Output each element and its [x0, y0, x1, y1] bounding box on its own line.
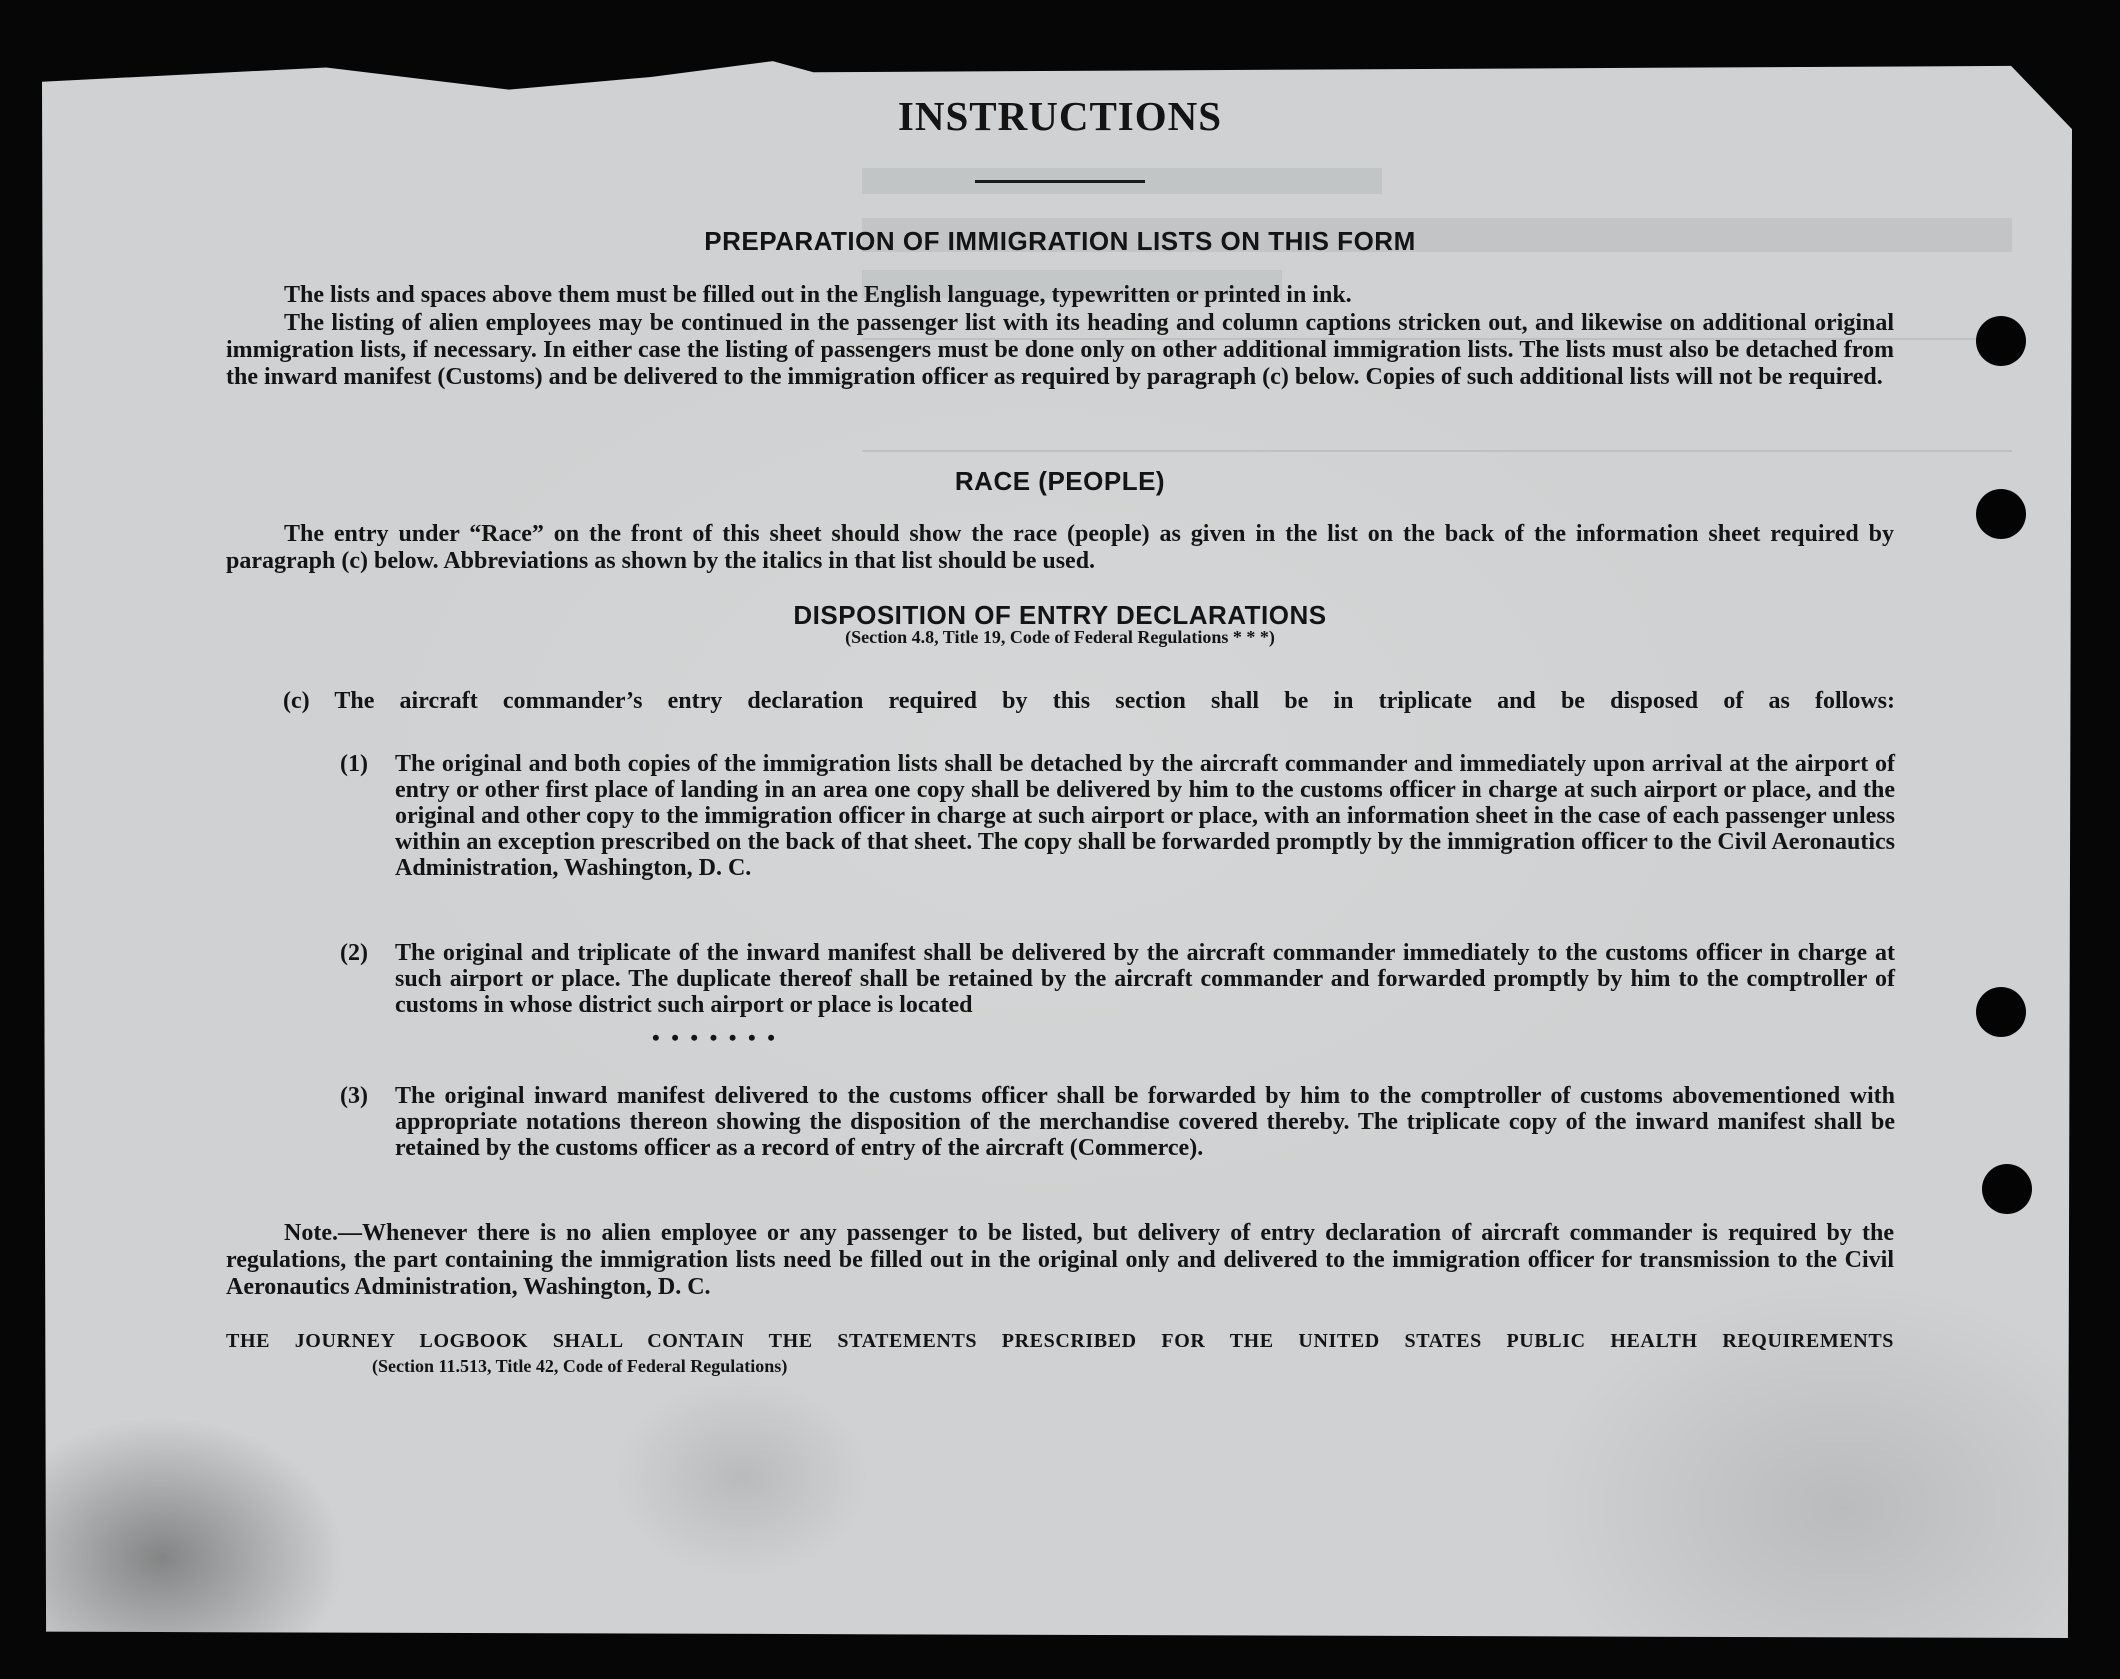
item-text: The original and triplicate of the inward manifest shall be delivered by the aircraft commander immediately to the customs officer in charge at such airport or place. The duplicate thereof shall be retained by the aircraft commander and forwarded promptly by him to the comptroller of customs in whose district such airport or place is located [395, 940, 1895, 1018]
note-paragraph: Note.—Whenever there is no alien employee or any passenger to be listed, but delivery of entry declaration of aircraft commander is required by the regulations, the part containing the immigration lists need be filled out in the original only and delivered to the immigration officer for transmission to the Civil Aeronautics Administration, Washington, D. C. [226, 1220, 1894, 1300]
immigration-paragraph-1: The lists and spaces above them must be filled out in the English language, typewritten or printed in ink. [284, 282, 1352, 308]
disposition-item-2 [340, 940, 1895, 1018]
footer-citation: (Section 11.513, Title 42, Code of Federal Regulations) [372, 1356, 788, 1376]
page-title: INSTRUCTIONS [897, 93, 1223, 139]
item-text: The original inward manifest delivered to the customs officer shall be forwarded by him to the comptroller of customs abovementioned with appropriate notations thereon showing the disposition of the merchandise covered thereby. The triplicate copy of the inward manifest shall be retained by the customs officer as a record of entry of the aircraft (Commerce). [395, 1083, 1895, 1161]
trailing-dots: • • • • • • • [652, 1025, 778, 1050]
item-number: (1) [340, 751, 368, 777]
disposition-citation: (Section 4.8, Title 19, Code of Federal Regulations * * *) [845, 627, 1275, 647]
section-heading-disposition: DISPOSITION OF ENTRY DECLARATIONS [793, 600, 1327, 630]
disposition-intro: (c) The aircraft commander’s entry declaration required by this section shall be in triplicate and be disposed of as follows: [283, 688, 1895, 714]
item-text: The original and both copies of the immigration lists shall be detached by the aircraft commander and immediately upon arrival at the airport of entry or other first place of landing in an area one copy shall be delivered by him to the customs officer in charge at such airport or place, and the original and other copy to the immigration officer in charge at such airport or place, with an information sheet in the case of each passenger unless within an exception prescribed on the back of that sheet. The copy shall be forwarded promptly by the immigration officer to the Civil Aeronautics Administration, Washington, D. C. [395, 751, 1895, 881]
disposition-item-3 [340, 1083, 1895, 1161]
race-paragraph: The entry under “Race” on the front of this sheet should show the race (people) as given in the list on the back of the information sheet required by paragraph (c) below. Abbreviations as shown by the italics in that list should be used. [226, 521, 1894, 574]
item-number: (2) [340, 940, 368, 966]
title-divider [975, 180, 1145, 183]
disposition-item-1 [340, 751, 1895, 881]
immigration-paragraph-2: The listing of alien employees may be continued in the passenger list with its heading and column captions stricken out, and likewise on additional original immigration lists, if necessary. In either case the listing of passengers must be done only on other additional immigration lists. The lists must also be detached from the inward manifest (Customs) and be delivered to the immigration officer as required by paragraph (c) below. Copies of such additional lists will not be required. [226, 310, 1894, 390]
footer-statement: THE JOURNEY LOGBOOK SHALL CONTAIN THE STATEMENTS PRESCRIBED FOR THE UNITED STATES PUBLIC HEALTH REQUIREMENTS [226, 1330, 1894, 1352]
section-heading-immigration: PREPARATION OF IMMIGRATION LISTS ON THIS FORM [704, 226, 1416, 256]
item-number: (3) [340, 1083, 368, 1109]
section-heading-race: RACE (PEOPLE) [954, 466, 1166, 496]
